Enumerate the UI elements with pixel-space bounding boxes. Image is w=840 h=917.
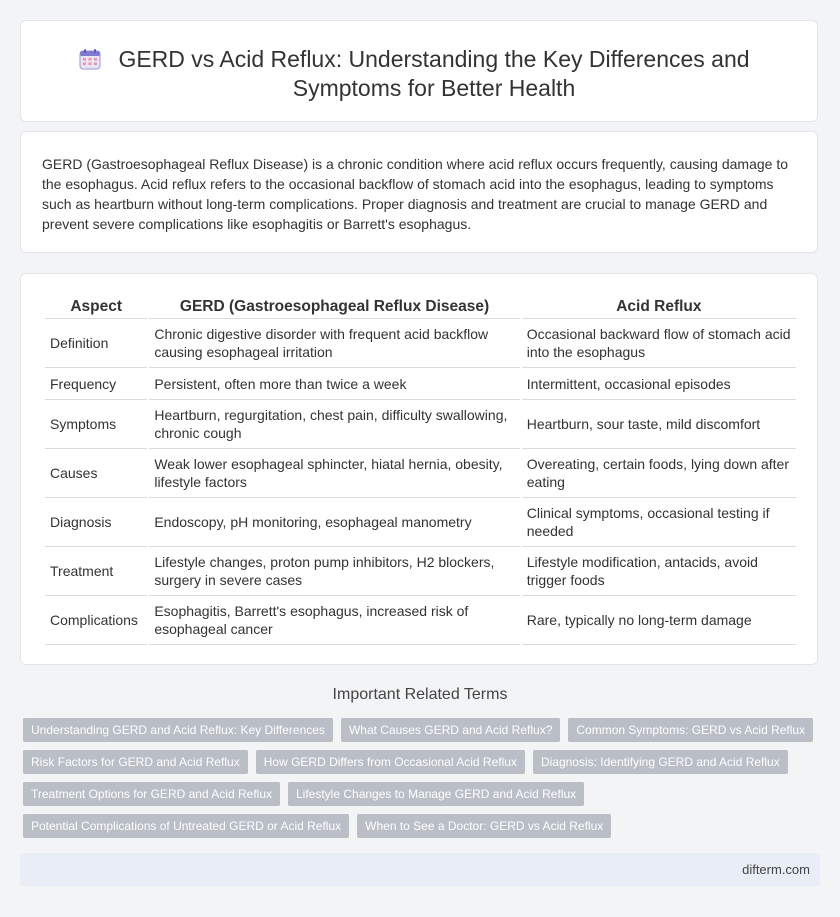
- row-aspect: Definition: [45, 319, 147, 368]
- table-row: [45, 498, 796, 547]
- related-tag[interactable]: Diagnosis: Identifying GERD and Acid Reflux: [533, 750, 788, 774]
- title-card: [20, 20, 818, 122]
- related-tag[interactable]: Understanding GERD and Acid Reflux: Key Differences: [23, 718, 333, 742]
- row-acid-reflux: Intermittent, occasional episodes: [522, 368, 796, 400]
- row-gerd: Heartburn, regurgitation, chest pain, difficulty swallowing, chronic cough: [149, 400, 519, 449]
- header-gerd: GERD (Gastroesophageal Reflux Disease): [149, 296, 519, 319]
- comparison-card: [20, 273, 818, 665]
- intro-text: GERD (Gastroesophageal Reflux Disease) is a chronic condition where acid reflux occurs frequently, causing damage to the esophagus. Acid reflux refers to the occasional backflow of stomach acid into the esophagus, leading to symptoms such as heartburn without long-term complications. Proper diagnosis and treatment are crucial to manage GERD and prevent severe complications like esophagitis or Barrett's esophagus.: [42, 156, 788, 232]
- footer-site[interactable]: difterm.com: [742, 862, 810, 877]
- row-aspect: Treatment: [45, 547, 147, 596]
- related-tag[interactable]: Treatment Options for GERD and Acid Reflux: [23, 782, 280, 806]
- header-aspect: Aspect: [45, 296, 147, 319]
- related-tag[interactable]: What Causes GERD and Acid Reflux?: [341, 718, 560, 742]
- footer: [20, 853, 820, 886]
- row-aspect: Complications: [45, 596, 147, 645]
- row-acid-reflux: Lifestyle modification, antacids, avoid trigger foods: [522, 547, 796, 596]
- table-row: [45, 400, 796, 449]
- table-row: [45, 547, 796, 596]
- row-aspect: Symptoms: [45, 400, 147, 449]
- related-tag[interactable]: When to See a Doctor: GERD vs Acid Reflux: [357, 814, 611, 838]
- related-tag[interactable]: Common Symptoms: GERD vs Acid Reflux: [568, 718, 813, 742]
- table-row: [45, 449, 796, 498]
- row-acid-reflux: Rare, typically no long-term damage: [522, 596, 796, 645]
- row-gerd: Persistent, often more than twice a week: [149, 368, 519, 400]
- row-gerd: Weak lower esophageal sphincter, hiatal hernia, obesity, lifestyle factors: [149, 449, 519, 498]
- table-row: [45, 596, 796, 645]
- comparison-table: [43, 296, 798, 645]
- row-gerd: Chronic digestive disorder with frequent acid backflow causing esophageal irritation: [149, 319, 519, 368]
- page-title: GERD vs Acid Reflux: Understanding the Key Differences and Symptoms for Better Health: [118, 46, 750, 101]
- row-gerd: Esophagitis, Barrett's esophagus, increased risk of esophageal cancer: [149, 596, 519, 645]
- row-acid-reflux: Clinical symptoms, occasional testing if needed: [522, 498, 796, 547]
- row-gerd: Lifestyle changes, proton pump inhibitors, H2 blockers, surgery in severe cases: [149, 547, 519, 596]
- related-tag[interactable]: How GERD Differs from Occasional Acid Reflux: [256, 750, 525, 774]
- intro-card: [20, 131, 818, 253]
- row-acid-reflux: Occasional backward flow of stomach acid into the esophagus: [522, 319, 796, 368]
- related-terms-title: Important Related Terms: [332, 686, 508, 703]
- table-row: [45, 319, 796, 368]
- related-tag[interactable]: Lifestyle Changes to Manage GERD and Acid Reflux: [288, 782, 584, 806]
- row-aspect: Causes: [45, 449, 147, 498]
- related-tag[interactable]: Risk Factors for GERD and Acid Reflux: [23, 750, 248, 774]
- header-acid-reflux: Acid Reflux: [522, 296, 796, 319]
- related-tag[interactable]: Potential Complications of Untreated GERD or Acid Reflux: [23, 814, 349, 838]
- related-terms: [23, 718, 823, 846]
- row-acid-reflux: Heartburn, sour taste, mild discomfort: [522, 400, 796, 449]
- table-row: [45, 368, 796, 400]
- row-gerd: Endoscopy, pH monitoring, esophageal manometry: [149, 498, 519, 547]
- row-acid-reflux: Overeating, certain foods, lying down after eating: [522, 449, 796, 498]
- row-aspect: Diagnosis: [45, 498, 147, 547]
- row-aspect: Frequency: [45, 368, 147, 400]
